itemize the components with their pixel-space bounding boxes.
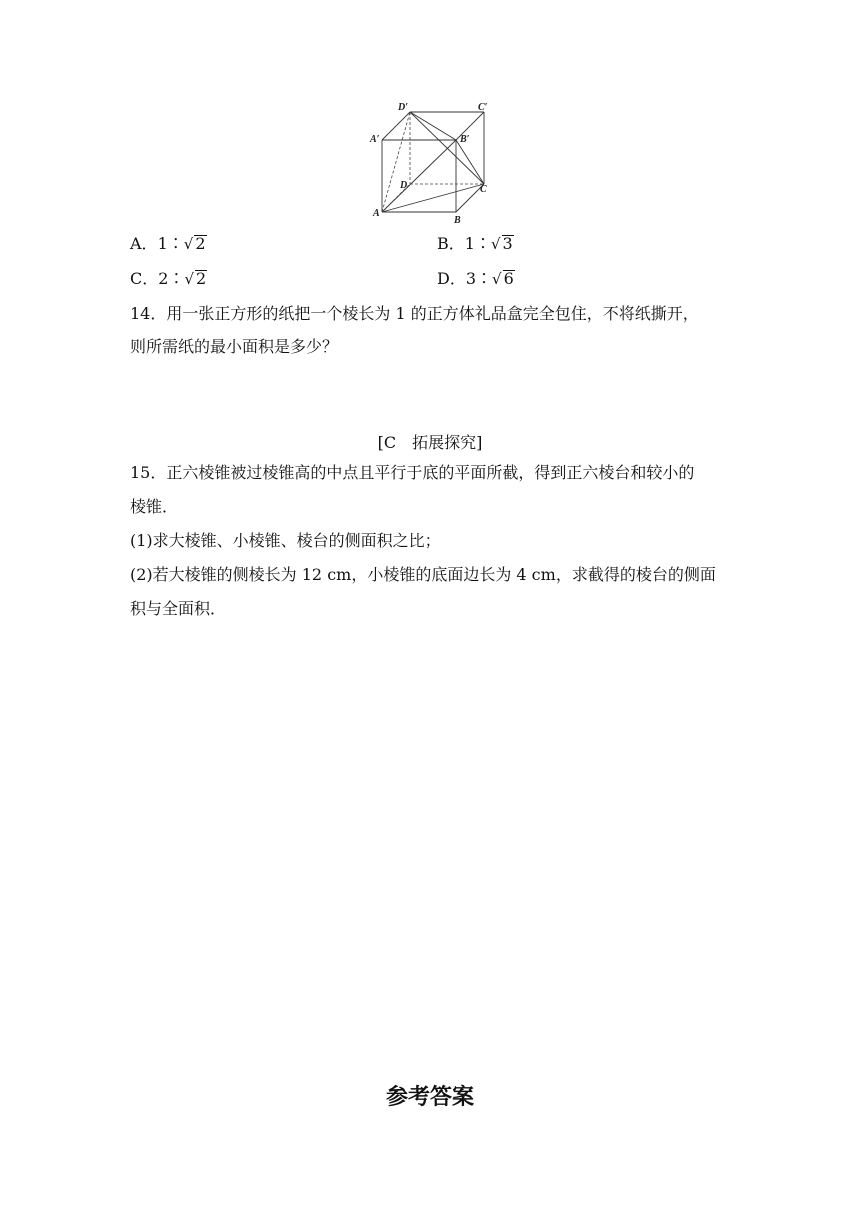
q14-line-1: 14．用一张正方形的纸把一个棱长为 1 的正方体礼品盒完全包住，不将纸撕开， <box>130 304 699 323</box>
q15-line-2: 棱锥． <box>130 497 179 516</box>
q14-line-2: 则所需纸的最小面积是多少？ <box>130 337 339 356</box>
label-a-prime: A′ <box>370 134 380 145</box>
q15-line-5: 积与全面积． <box>130 599 227 618</box>
option-b: B．1∶√ 3 <box>437 234 513 253</box>
option-d: D．3∶√ 6 <box>437 269 514 288</box>
cube-figure <box>368 100 492 226</box>
q15-line-4: (2)若大棱锥的侧棱长为 12 cm，小棱锥的底面边长为 4 cm，求截得的棱台的侧面 <box>130 565 716 584</box>
label-d-prime: D′ <box>398 102 409 113</box>
sqrt-icon: √ <box>492 270 502 288</box>
sqrt-icon: √ <box>490 235 501 253</box>
sqrt-icon: √ <box>183 235 194 253</box>
label-c-prime: C′ <box>478 102 488 113</box>
label-d: D <box>400 180 408 191</box>
label-b: B <box>454 215 461 226</box>
option-c: C．2∶√ 2 <box>130 269 207 288</box>
label-a: A <box>373 208 380 219</box>
option-a: A．1∶√ 2 <box>130 234 206 253</box>
answer-title: 参考答案 <box>385 1085 474 1110</box>
q15-line-3: (1)求大棱锥、小棱锥、棱台的侧面积之比； <box>130 531 441 550</box>
label-c: C <box>480 184 487 195</box>
section-heading-c: [C 拓展探究] <box>377 433 483 452</box>
q15-line-1: 15．正六棱锥被过棱锥高的中点且平行于底的平面所截，得到正六棱台和较小的 <box>130 463 695 482</box>
sqrt-icon: √ <box>184 270 194 288</box>
label-b-prime: B′ <box>460 134 470 145</box>
